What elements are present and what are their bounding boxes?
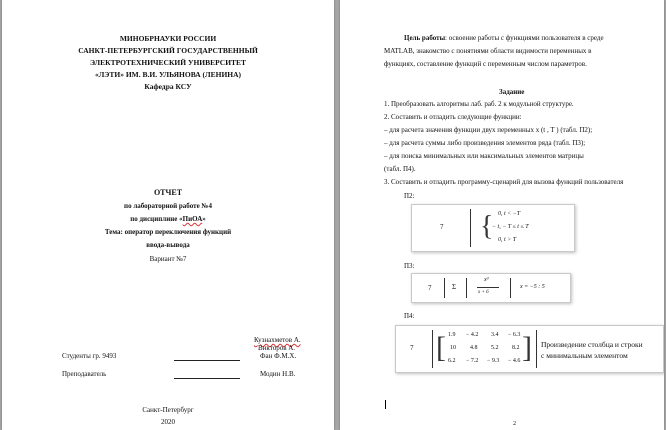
teacher-name: Модин Н.В. [260,370,296,378]
university-line-3: «ЛЭТИ» ИМ. В.И. УЛЬЯНОВА (ЛЕНИНА) [94,70,242,79]
goal-line-3: функциях, составление функций с переменным числом параметров. [384,60,587,68]
task-item-3: – для расчета значения функции двух переменных x (t , T ) (табл. П2); [384,126,593,134]
p4-divider-2 [536,330,537,368]
p3-label: П3: [404,262,415,270]
discipline-suffix: » [202,215,206,223]
p2-label: П2: [404,192,415,200]
p2-case-3: 0, t > T [498,237,517,243]
p4-m23: 5.2 [491,345,499,351]
text-cursor[interactable] [385,400,386,409]
p4-m21: 10 [450,345,456,351]
content-page [340,0,664,430]
task-item-7: 3. Составить и отладить программу-сценарий для вызова функций пользователя [384,178,624,186]
p4-label: П4: [404,312,415,320]
p2-case-1: 0, t < −T [498,211,521,217]
ministry: МИНОБРНАУКИ РОССИИ [119,34,217,43]
university-line-2: ЭЛЕКТРОТЕХНИЧЕСКИЙ УНИВЕРСИТЕТ [89,58,247,67]
p3-numerator: x³ [484,277,489,283]
p4-description-2: с минимальным элементом [541,351,628,360]
p4-m12: − 4.2 [466,332,479,338]
discipline-prefix: по дисциплине « [130,215,183,223]
task-item-1: 1. Преобразовать алгоритмы лаб. раб. 2 к модульной структуре. [384,100,574,108]
p3-divider-2 [466,278,467,298]
p4-bracket-left: [ [436,331,446,364]
p3-variant: 7 [428,284,432,292]
p3-divider-3 [510,278,511,298]
p3-divider-1 [444,278,445,298]
student-1: Кузнахметов А. [254,336,301,344]
title-page [2,0,334,430]
p4-m22: 4.8 [470,345,478,351]
goal-line-1 [404,34,604,42]
p4-bracket-right: ] [522,331,532,364]
p4-m11: 1.9 [448,332,456,338]
p2-variant: 7 [440,223,444,231]
task-item-6: (табл. П4). [384,165,416,173]
university-line-1: САНКТ-ПЕТЕРБУРГСКИЙ ГОСУДАРСТВЕННЫЙ [78,46,258,55]
p4-variant: 7 [410,344,414,352]
department: Кафедра КСУ [144,82,192,91]
students-label: Студенты гр. 9493 [62,352,117,360]
p4-m34: − 4.6 [508,358,521,364]
task-item-5: – для поиска минимальных или максимальных элементов матрицы [384,152,584,160]
task-item-2: 2. Составить и отладить следующие функции: [384,113,522,121]
p4-formula-table [395,325,664,373]
p3-sigma-symbol: Σ [452,283,457,291]
discipline-line [2,215,334,223]
p4-m24: 8.2 [512,345,520,351]
signature-line-teacher [174,378,240,379]
year: 2020 [161,418,175,426]
p4-divider-1 [432,330,433,368]
p4-description-1: Произведение столбца и строки [541,340,643,349]
p4-m13: 3.4 [491,332,499,338]
p4-m31: 6.2 [448,358,456,364]
goal-label: Цель работы [404,34,446,42]
p3-formula-table [411,273,571,303]
p2-formula-table [411,204,575,252]
task-title: Задание [499,88,525,96]
p2-brace: { [480,211,494,242]
p4-m33: − 9.3 [487,358,500,364]
p3-fraction-bar [477,287,499,288]
student-2: Викторов А. [258,344,296,352]
page-number: 2 [513,421,516,427]
p2-divider [470,209,471,247]
variant: Вариант №7 [149,255,187,263]
topic-line-1: Тема: оператор переключения функций [104,228,232,236]
p4-m32: − 7.2 [466,358,479,364]
p2-case-2: − t, − T ≤ t ≤ T [492,224,529,230]
goal-line-2: MATLAB, знакомство с понятиями области видимости переменных в [384,47,592,55]
task-item-4: – для расчета суммы либо произведения элементов ряда (табл. П3); [384,139,586,147]
student-3: Фан Ф.М.Х. [260,352,297,360]
city: Санкт-Петербург [142,406,194,414]
p3-denominator: x + 6 [478,290,489,295]
p3-range: x = −5 : 5 [520,284,545,290]
p4-m14: − 6.3 [508,332,521,338]
report-title: ОТЧЕТ [153,188,183,197]
teacher-label: Преподаватель [62,370,107,378]
lab-line: по лабораторной работе №4 [124,202,212,210]
signature-line-students [174,360,240,361]
discipline-name: ПиОА [182,215,203,223]
topic-line-2: ввода-вывода [146,241,190,249]
goal-text-1: : освоение работы с функциями пользователя в среде [445,34,604,42]
